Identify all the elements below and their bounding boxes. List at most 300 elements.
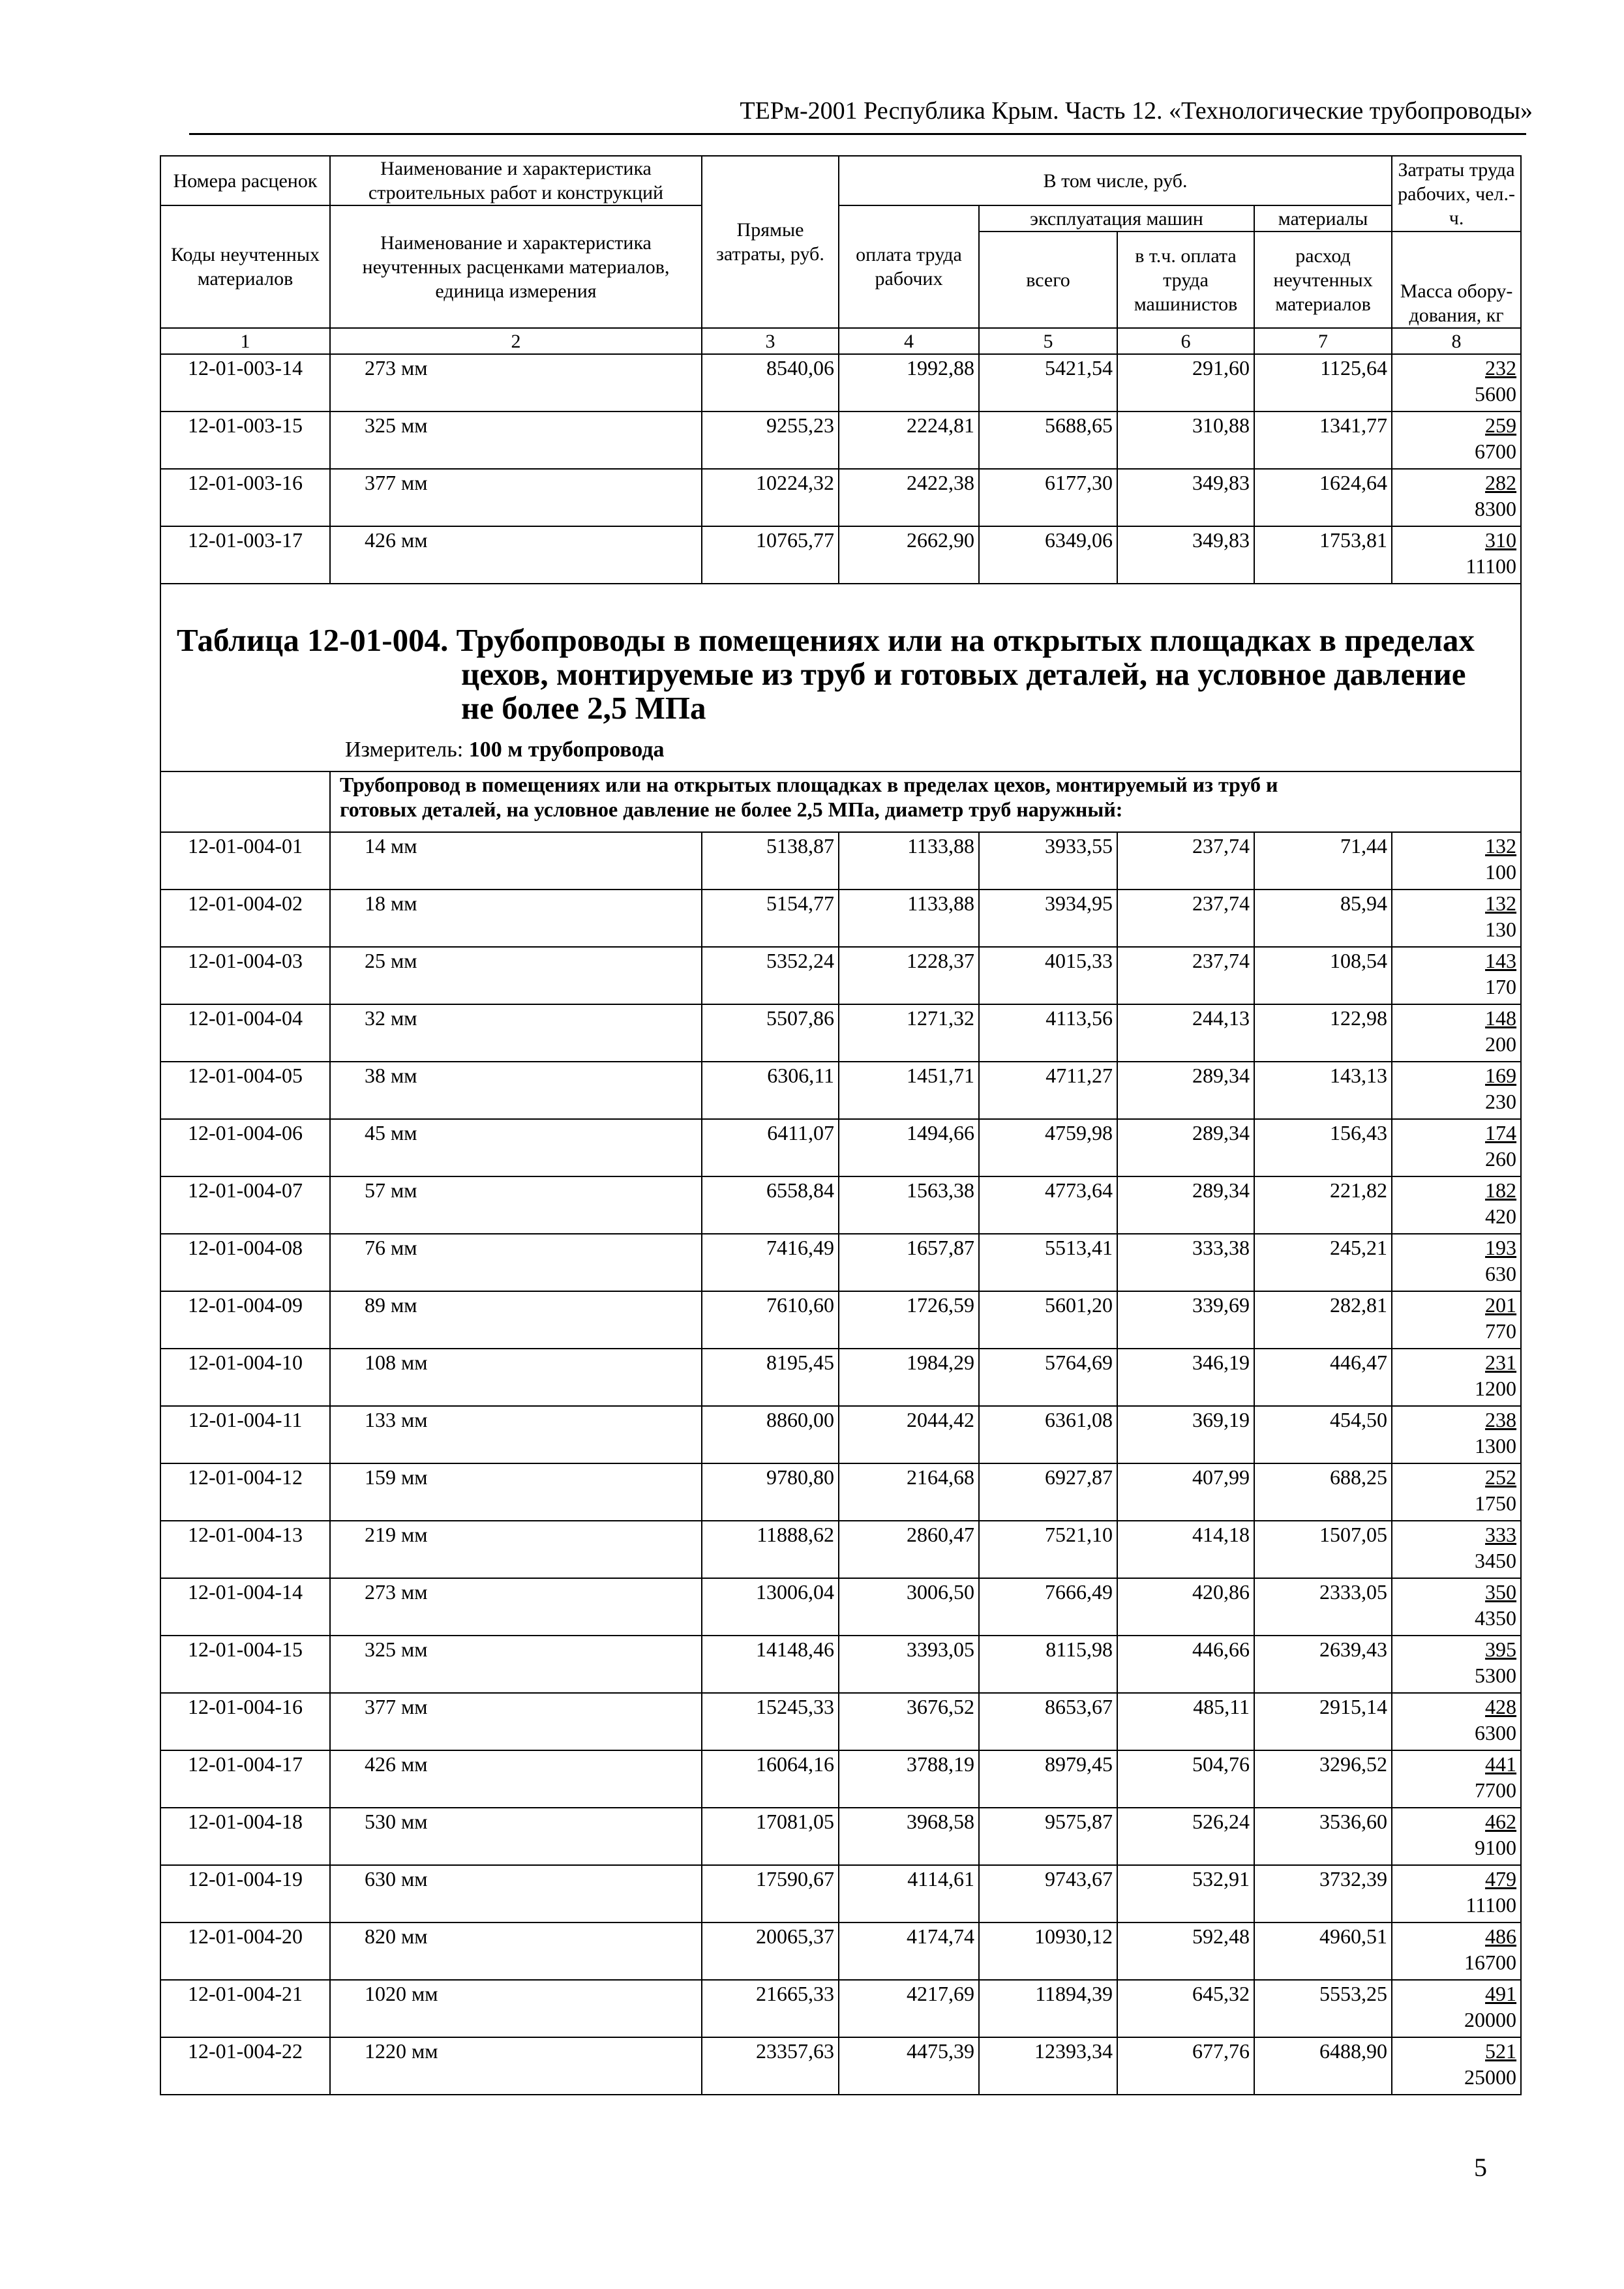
item-name: 273 мм xyxy=(330,1578,702,1636)
direct-cost: 7416,49 xyxy=(702,1234,839,1291)
table-row xyxy=(160,1062,1521,1119)
labor-cost: 1984,29 xyxy=(839,1349,979,1406)
direct-cost: 13006,04 xyxy=(702,1578,839,1636)
equipment-mass: 230 xyxy=(1485,1090,1517,1113)
col4-header: оплата труда рабочих xyxy=(839,205,979,328)
machine-cost: 9743,67 xyxy=(979,1865,1117,1922)
item-name: 377 мм xyxy=(330,469,702,526)
machine-cost: 7521,10 xyxy=(979,1521,1117,1578)
rate-code: 12-01-004-07 xyxy=(160,1176,330,1234)
item-name: 426 мм xyxy=(330,1750,702,1808)
labor-hours: 521 xyxy=(1485,2039,1517,2063)
table-row xyxy=(160,1463,1521,1521)
table-title-line3: не более 2,5 МПа xyxy=(461,690,706,726)
material-cost: 3296,52 xyxy=(1254,1750,1392,1808)
machines-header: эксплуатация машин xyxy=(979,205,1254,232)
rate-code: 12-01-004-02 xyxy=(160,890,330,947)
materials-header: материалы xyxy=(1254,205,1392,232)
machine-cost: 4759,98 xyxy=(979,1119,1117,1176)
item-name: 377 мм xyxy=(330,1693,702,1750)
labor-cost: 2860,47 xyxy=(839,1521,979,1578)
table-title-line2: цехов, монтируемые из труб и готовых деталей, на условное давление xyxy=(461,656,1466,692)
rate-code: 12-01-004-05 xyxy=(160,1062,330,1119)
labor-cost: 1563,38 xyxy=(839,1176,979,1234)
labor-hours-mass-cell xyxy=(1392,1291,1521,1349)
table-row xyxy=(160,1349,1521,1406)
equipment-mass: 11100 xyxy=(1466,554,1517,578)
equipment-mass: 11100 xyxy=(1466,1893,1517,1917)
rate-code: 12-01-004-01 xyxy=(160,832,330,890)
equipment-mass: 4350 xyxy=(1475,1606,1517,1630)
machine-cost: 10930,12 xyxy=(979,1922,1117,1980)
item-name: 820 мм xyxy=(330,1922,702,1980)
machine-cost: 5764,69 xyxy=(979,1349,1117,1406)
operator-labor-cost: 592,48 xyxy=(1117,1922,1254,1980)
table-row xyxy=(160,1636,1521,1693)
table-row xyxy=(160,1004,1521,1062)
equipment-mass: 20000 xyxy=(1464,2008,1517,2031)
machine-cost: 3933,55 xyxy=(979,832,1117,890)
labor-cost: 2044,42 xyxy=(839,1406,979,1463)
labor-hours-mass-cell xyxy=(1392,947,1521,1004)
operator-labor-cost: 414,18 xyxy=(1117,1521,1254,1578)
measure-line xyxy=(345,737,665,763)
labor-cost: 2224,81 xyxy=(839,411,979,469)
material-cost: 454,50 xyxy=(1254,1406,1392,1463)
operator-labor-cost: 504,76 xyxy=(1117,1750,1254,1808)
rate-code: 12-01-004-16 xyxy=(160,1693,330,1750)
operator-labor-cost: 339,69 xyxy=(1117,1291,1254,1349)
labor-hours-mass-cell xyxy=(1392,1463,1521,1521)
labor-hours-mass-cell xyxy=(1392,1062,1521,1119)
labor-hours: 174 xyxy=(1485,1121,1517,1144)
labor-hours-mass-cell xyxy=(1392,1406,1521,1463)
rate-code: 12-01-003-14 xyxy=(160,354,330,411)
section-heading-line2: готовых деталей, на условное давление не более 2,5 МПа, диаметр труб наружный: xyxy=(340,798,1123,821)
rate-code: 12-01-004-14 xyxy=(160,1578,330,1636)
col-number: 8 xyxy=(1392,328,1521,354)
col-number: 1 xyxy=(160,328,330,354)
labor-cost: 3968,58 xyxy=(839,1808,979,1865)
operator-labor-cost: 237,74 xyxy=(1117,947,1254,1004)
table-row xyxy=(160,1578,1521,1636)
material-cost: 1507,05 xyxy=(1254,1521,1392,1578)
equipment-mass: 130 xyxy=(1485,918,1517,941)
col1-bottom-header: Коды неучтенных материалов xyxy=(160,205,330,328)
direct-cost: 9255,23 xyxy=(702,411,839,469)
material-cost: 221,82 xyxy=(1254,1176,1392,1234)
labor-cost: 2662,90 xyxy=(839,526,979,584)
material-cost: 2915,14 xyxy=(1254,1693,1392,1750)
operator-labor-cost: 369,19 xyxy=(1117,1406,1254,1463)
operator-labor-cost: 310,88 xyxy=(1117,411,1254,469)
direct-cost: 8195,45 xyxy=(702,1349,839,1406)
price-table-frame xyxy=(160,155,1520,2095)
equipment-mass: 16700 xyxy=(1464,1951,1517,1974)
labor-hours-mass-cell xyxy=(1392,526,1521,584)
labor-hours-mass-cell xyxy=(1392,469,1521,526)
operator-labor-cost: 526,24 xyxy=(1117,1808,1254,1865)
machine-cost: 6349,06 xyxy=(979,526,1117,584)
material-cost: 1624,64 xyxy=(1254,469,1392,526)
labor-cost: 1271,32 xyxy=(839,1004,979,1062)
equipment-mass: 6300 xyxy=(1475,1721,1517,1744)
equipment-mass: 770 xyxy=(1485,1319,1517,1343)
item-name: 89 мм xyxy=(330,1291,702,1349)
section-heading xyxy=(330,771,1521,832)
rate-code: 12-01-004-06 xyxy=(160,1119,330,1176)
direct-cost: 7610,60 xyxy=(702,1291,839,1349)
material-cost: 71,44 xyxy=(1254,832,1392,890)
direct-cost: 5154,77 xyxy=(702,890,839,947)
direct-cost: 17081,05 xyxy=(702,1808,839,1865)
col5-header: всего xyxy=(979,232,1117,328)
equipment-mass: 630 xyxy=(1485,1262,1517,1285)
machine-cost: 4113,56 xyxy=(979,1004,1117,1062)
labor-hours-mass-cell xyxy=(1392,411,1521,469)
rate-code: 12-01-003-16 xyxy=(160,469,330,526)
page-number: 5 xyxy=(1474,2153,1487,2182)
labor-hours-mass-cell xyxy=(1392,1693,1521,1750)
labor-hours-mass-cell xyxy=(1392,832,1521,890)
material-cost: 1341,77 xyxy=(1254,411,1392,469)
material-cost: 688,25 xyxy=(1254,1463,1392,1521)
labor-hours: 333 xyxy=(1485,1523,1517,1546)
labor-hours-mass-cell xyxy=(1392,1349,1521,1406)
rate-code: 12-01-004-17 xyxy=(160,1750,330,1808)
item-name: 38 мм xyxy=(330,1062,702,1119)
item-name: 426 мм xyxy=(330,526,702,584)
labor-hours: 193 xyxy=(1485,1236,1517,1259)
equipment-mass: 5600 xyxy=(1475,382,1517,406)
material-cost: 122,98 xyxy=(1254,1004,1392,1062)
col-number: 5 xyxy=(979,328,1117,354)
table-row xyxy=(160,2037,1521,2095)
labor-hours: 282 xyxy=(1485,471,1517,494)
labor-cost: 1133,88 xyxy=(839,890,979,947)
labor-hours: 201 xyxy=(1485,1293,1517,1317)
labor-hours: 441 xyxy=(1485,1752,1517,1776)
rate-code: 12-01-004-22 xyxy=(160,2037,330,2095)
operator-labor-cost: 645,32 xyxy=(1117,1980,1254,2037)
labor-hours: 182 xyxy=(1485,1178,1517,1202)
col-number: 7 xyxy=(1254,328,1392,354)
labor-hours: 132 xyxy=(1485,891,1517,915)
table-row xyxy=(160,947,1521,1004)
material-cost: 282,81 xyxy=(1254,1291,1392,1349)
table-row xyxy=(160,832,1521,890)
material-cost: 2333,05 xyxy=(1254,1578,1392,1636)
labor-cost: 3393,05 xyxy=(839,1636,979,1693)
direct-cost: 8540,06 xyxy=(702,354,839,411)
section-heading-line1: Трубопровод в помещениях или на открытых площадках в пределах цехов, монтируемый из труб и xyxy=(340,773,1278,796)
labor-hours-mass-cell xyxy=(1392,1922,1521,1980)
material-cost: 446,47 xyxy=(1254,1349,1392,1406)
table-row xyxy=(160,1291,1521,1349)
labor-hours-mass-cell xyxy=(1392,2037,1521,2095)
direct-cost: 14148,46 xyxy=(702,1636,839,1693)
labor-hours: 238 xyxy=(1485,1408,1517,1431)
labor-cost: 3676,52 xyxy=(839,1693,979,1750)
operator-labor-cost: 446,66 xyxy=(1117,1636,1254,1693)
labor-hours-mass-cell xyxy=(1392,354,1521,411)
machine-cost: 4015,33 xyxy=(979,947,1117,1004)
labor-hours-mass-cell xyxy=(1392,1865,1521,1922)
col2-top-header: Наименование и характеристика строительных работ и конструкций xyxy=(330,156,702,205)
table-row xyxy=(160,469,1521,526)
rate-code: 12-01-004-12 xyxy=(160,1463,330,1521)
machine-cost: 7666,49 xyxy=(979,1578,1117,1636)
labor-hours: 395 xyxy=(1485,1638,1517,1661)
material-cost: 1125,64 xyxy=(1254,354,1392,411)
labor-hours-mass-cell xyxy=(1392,1176,1521,1234)
table-title-block xyxy=(160,584,1521,771)
labor-hours: 310 xyxy=(1485,528,1517,552)
table-row xyxy=(160,890,1521,947)
material-cost: 1753,81 xyxy=(1254,526,1392,584)
material-cost: 156,43 xyxy=(1254,1119,1392,1176)
labor-hours-mass-cell xyxy=(1392,1808,1521,1865)
col2-bottom-header: Наименование и характеристика неучтенных расценками материалов, единица измерения xyxy=(330,205,702,328)
labor-cost: 4475,39 xyxy=(839,2037,979,2095)
main-rows xyxy=(160,832,1521,2095)
item-name: 1020 мм xyxy=(330,1980,702,2037)
labor-cost: 4174,74 xyxy=(839,1922,979,1980)
machine-cost: 5421,54 xyxy=(979,354,1117,411)
labor-hours: 143 xyxy=(1485,949,1517,972)
item-name: 57 мм xyxy=(330,1176,702,1234)
machine-cost: 11894,39 xyxy=(979,1980,1117,2037)
operator-labor-cost: 237,74 xyxy=(1117,832,1254,890)
labor-hours: 462 xyxy=(1485,1810,1517,1833)
operator-labor-cost: 677,76 xyxy=(1117,2037,1254,2095)
equipment-mass: 170 xyxy=(1485,975,1517,998)
operator-labor-cost: 289,34 xyxy=(1117,1119,1254,1176)
operator-labor-cost: 349,83 xyxy=(1117,526,1254,584)
item-name: 45 мм xyxy=(330,1119,702,1176)
rate-code: 12-01-004-08 xyxy=(160,1234,330,1291)
labor-hours: 486 xyxy=(1485,1924,1517,1948)
machine-cost: 8979,45 xyxy=(979,1750,1117,1808)
direct-cost: 11888,62 xyxy=(702,1521,839,1578)
operator-labor-cost: 407,99 xyxy=(1117,1463,1254,1521)
rate-code: 12-01-003-17 xyxy=(160,526,330,584)
labor-hours: 350 xyxy=(1485,1580,1517,1604)
top-rows xyxy=(160,354,1521,584)
table-row xyxy=(160,1693,1521,1750)
labor-cost: 1657,87 xyxy=(839,1234,979,1291)
table-row xyxy=(160,1922,1521,1980)
table-row xyxy=(160,1980,1521,2037)
equipment-mass: 8300 xyxy=(1475,497,1517,520)
material-cost: 143,13 xyxy=(1254,1062,1392,1119)
item-name: 18 мм xyxy=(330,890,702,947)
operator-labor-cost: 485,11 xyxy=(1117,1693,1254,1750)
direct-cost: 21665,33 xyxy=(702,1980,839,2037)
labor-cost: 1133,88 xyxy=(839,832,979,890)
price-table xyxy=(160,155,1522,2095)
machine-cost: 6361,08 xyxy=(979,1406,1117,1463)
operator-labor-cost: 333,38 xyxy=(1117,1234,1254,1291)
measure-value: 100 м трубопровода xyxy=(468,738,665,762)
item-name: 14 мм xyxy=(330,832,702,890)
table-row xyxy=(160,1176,1521,1234)
direct-cost: 5507,86 xyxy=(702,1004,839,1062)
rate-code: 12-01-003-15 xyxy=(160,411,330,469)
col7-header: расход неучтенных материалов xyxy=(1254,232,1392,328)
machine-cost: 4773,64 xyxy=(979,1176,1117,1234)
direct-cost: 17590,67 xyxy=(702,1865,839,1922)
labor-hours-mass-cell xyxy=(1392,1578,1521,1636)
equipment-mass: 5300 xyxy=(1475,1664,1517,1687)
labor-cost: 4217,69 xyxy=(839,1980,979,2037)
labor-hours: 148 xyxy=(1485,1006,1517,1030)
labor-hours: 132 xyxy=(1485,834,1517,858)
material-cost: 6488,90 xyxy=(1254,2037,1392,2095)
labor-cost: 1992,88 xyxy=(839,354,979,411)
direct-cost: 6558,84 xyxy=(702,1176,839,1234)
equipment-mass: 260 xyxy=(1485,1147,1517,1171)
labor-cost: 1494,66 xyxy=(839,1119,979,1176)
rate-code: 12-01-004-11 xyxy=(160,1406,330,1463)
labor-cost: 1726,59 xyxy=(839,1291,979,1349)
item-name: 32 мм xyxy=(330,1004,702,1062)
machine-cost: 12393,34 xyxy=(979,2037,1117,2095)
equipment-mass: 100 xyxy=(1485,860,1517,884)
running-header: ТЕРм-2001 Республика Крым. Часть 12. «Технологические трубопроводы» xyxy=(740,97,1533,125)
measure-label: Измеритель: xyxy=(345,738,464,762)
machine-cost: 5513,41 xyxy=(979,1234,1117,1291)
labor-hours: 231 xyxy=(1485,1351,1517,1374)
labor-cost: 1451,71 xyxy=(839,1062,979,1119)
material-cost: 3732,39 xyxy=(1254,1865,1392,1922)
labor-hours-mass-cell xyxy=(1392,1234,1521,1291)
machine-cost: 3934,95 xyxy=(979,890,1117,947)
equipment-mass: 9100 xyxy=(1475,1836,1517,1859)
table-row xyxy=(160,411,1521,469)
direct-cost: 16064,16 xyxy=(702,1750,839,1808)
labor-hours-mass-cell xyxy=(1392,1980,1521,2037)
labor-hours: 491 xyxy=(1485,1982,1517,2005)
labor-cost: 2164,68 xyxy=(839,1463,979,1521)
labor-hours: 232 xyxy=(1485,356,1517,380)
rate-code: 12-01-004-03 xyxy=(160,947,330,1004)
labor-cost: 4114,61 xyxy=(839,1865,979,1922)
labor-cost: 1228,37 xyxy=(839,947,979,1004)
labor-cost: 3006,50 xyxy=(839,1578,979,1636)
rate-code: 12-01-004-04 xyxy=(160,1004,330,1062)
item-name: 159 мм xyxy=(330,1463,702,1521)
equipment-mass: 3450 xyxy=(1475,1549,1517,1572)
table-row xyxy=(160,1234,1521,1291)
col-number: 6 xyxy=(1117,328,1254,354)
equipment-mass: 1750 xyxy=(1475,1491,1517,1515)
item-name: 630 мм xyxy=(330,1865,702,1922)
including-header: В том числе, руб. xyxy=(839,156,1392,205)
col-number: 4 xyxy=(839,328,979,354)
direct-cost: 15245,33 xyxy=(702,1693,839,1750)
table-row xyxy=(160,526,1521,584)
material-cost: 3536,60 xyxy=(1254,1808,1392,1865)
operator-labor-cost: 420,86 xyxy=(1117,1578,1254,1636)
equipment-mass: 420 xyxy=(1485,1204,1517,1228)
labor-hours-mass-cell xyxy=(1392,1636,1521,1693)
col-number: 3 xyxy=(702,328,839,354)
direct-cost: 6306,11 xyxy=(702,1062,839,1119)
equipment-mass: 6700 xyxy=(1475,440,1517,463)
item-name: 76 мм xyxy=(330,1234,702,1291)
table-title-line1: Таблица 12-01-004. Трубопроводы в помещениях или на открытых площадках в пределах xyxy=(177,622,1475,658)
labor-hours-mass-cell xyxy=(1392,1119,1521,1176)
col6-header: в т.ч. оплата труда машинистов xyxy=(1117,232,1254,328)
machine-cost: 6177,30 xyxy=(979,469,1117,526)
col3-header: Прямые затраты, руб. xyxy=(702,156,839,328)
rate-code: 12-01-004-19 xyxy=(160,1865,330,1922)
material-cost: 85,94 xyxy=(1254,890,1392,947)
direct-cost: 23357,63 xyxy=(702,2037,839,2095)
direct-cost: 6411,07 xyxy=(702,1119,839,1176)
equipment-mass: 7700 xyxy=(1475,1778,1517,1802)
header-rule xyxy=(189,133,1526,135)
col-number: 2 xyxy=(330,328,702,354)
table-row xyxy=(160,1865,1521,1922)
direct-cost: 9780,80 xyxy=(702,1463,839,1521)
rate-code: 12-01-004-20 xyxy=(160,1922,330,1980)
rate-code: 12-01-004-10 xyxy=(160,1349,330,1406)
direct-cost: 5138,87 xyxy=(702,832,839,890)
labor-hours: 252 xyxy=(1485,1465,1517,1489)
table-row xyxy=(160,1521,1521,1578)
labor-hours: 169 xyxy=(1485,1064,1517,1087)
rate-code: 12-01-004-15 xyxy=(160,1636,330,1693)
material-cost: 4960,51 xyxy=(1254,1922,1392,1980)
labor-hours: 259 xyxy=(1485,413,1517,437)
machine-cost: 5688,65 xyxy=(979,411,1117,469)
machine-cost: 9575,87 xyxy=(979,1808,1117,1865)
labor-cost: 3788,19 xyxy=(839,1750,979,1808)
equipment-mass: 25000 xyxy=(1464,2065,1517,2089)
table-row xyxy=(160,1119,1521,1176)
material-cost: 5553,25 xyxy=(1254,1980,1392,2037)
rate-code: 12-01-004-13 xyxy=(160,1521,330,1578)
table-row xyxy=(160,354,1521,411)
material-cost: 245,21 xyxy=(1254,1234,1392,1291)
operator-labor-cost: 237,74 xyxy=(1117,890,1254,947)
direct-cost: 10765,77 xyxy=(702,526,839,584)
labor-hours: 479 xyxy=(1485,1867,1517,1891)
col8-top-header: Затраты труда рабочих, чел.-ч. xyxy=(1392,156,1521,232)
material-cost: 108,54 xyxy=(1254,947,1392,1004)
direct-cost: 8860,00 xyxy=(702,1406,839,1463)
operator-labor-cost: 291,60 xyxy=(1117,354,1254,411)
operator-labor-cost: 289,34 xyxy=(1117,1062,1254,1119)
col8-bottom-header: Масса обору-дования, кг xyxy=(1392,232,1521,328)
operator-labor-cost: 532,91 xyxy=(1117,1865,1254,1922)
item-name: 325 мм xyxy=(330,1636,702,1693)
rate-code: 12-01-004-21 xyxy=(160,1980,330,2037)
item-name: 530 мм xyxy=(330,1808,702,1865)
item-name: 25 мм xyxy=(330,947,702,1004)
labor-hours-mass-cell xyxy=(1392,1750,1521,1808)
operator-labor-cost: 349,83 xyxy=(1117,469,1254,526)
item-name: 325 мм xyxy=(330,411,702,469)
operator-labor-cost: 289,34 xyxy=(1117,1176,1254,1234)
item-name: 273 мм xyxy=(330,354,702,411)
labor-hours-mass-cell xyxy=(1392,1004,1521,1062)
item-name: 219 мм xyxy=(330,1521,702,1578)
col1-top-header: Номера расценок xyxy=(160,156,330,205)
labor-cost: 2422,38 xyxy=(839,469,979,526)
